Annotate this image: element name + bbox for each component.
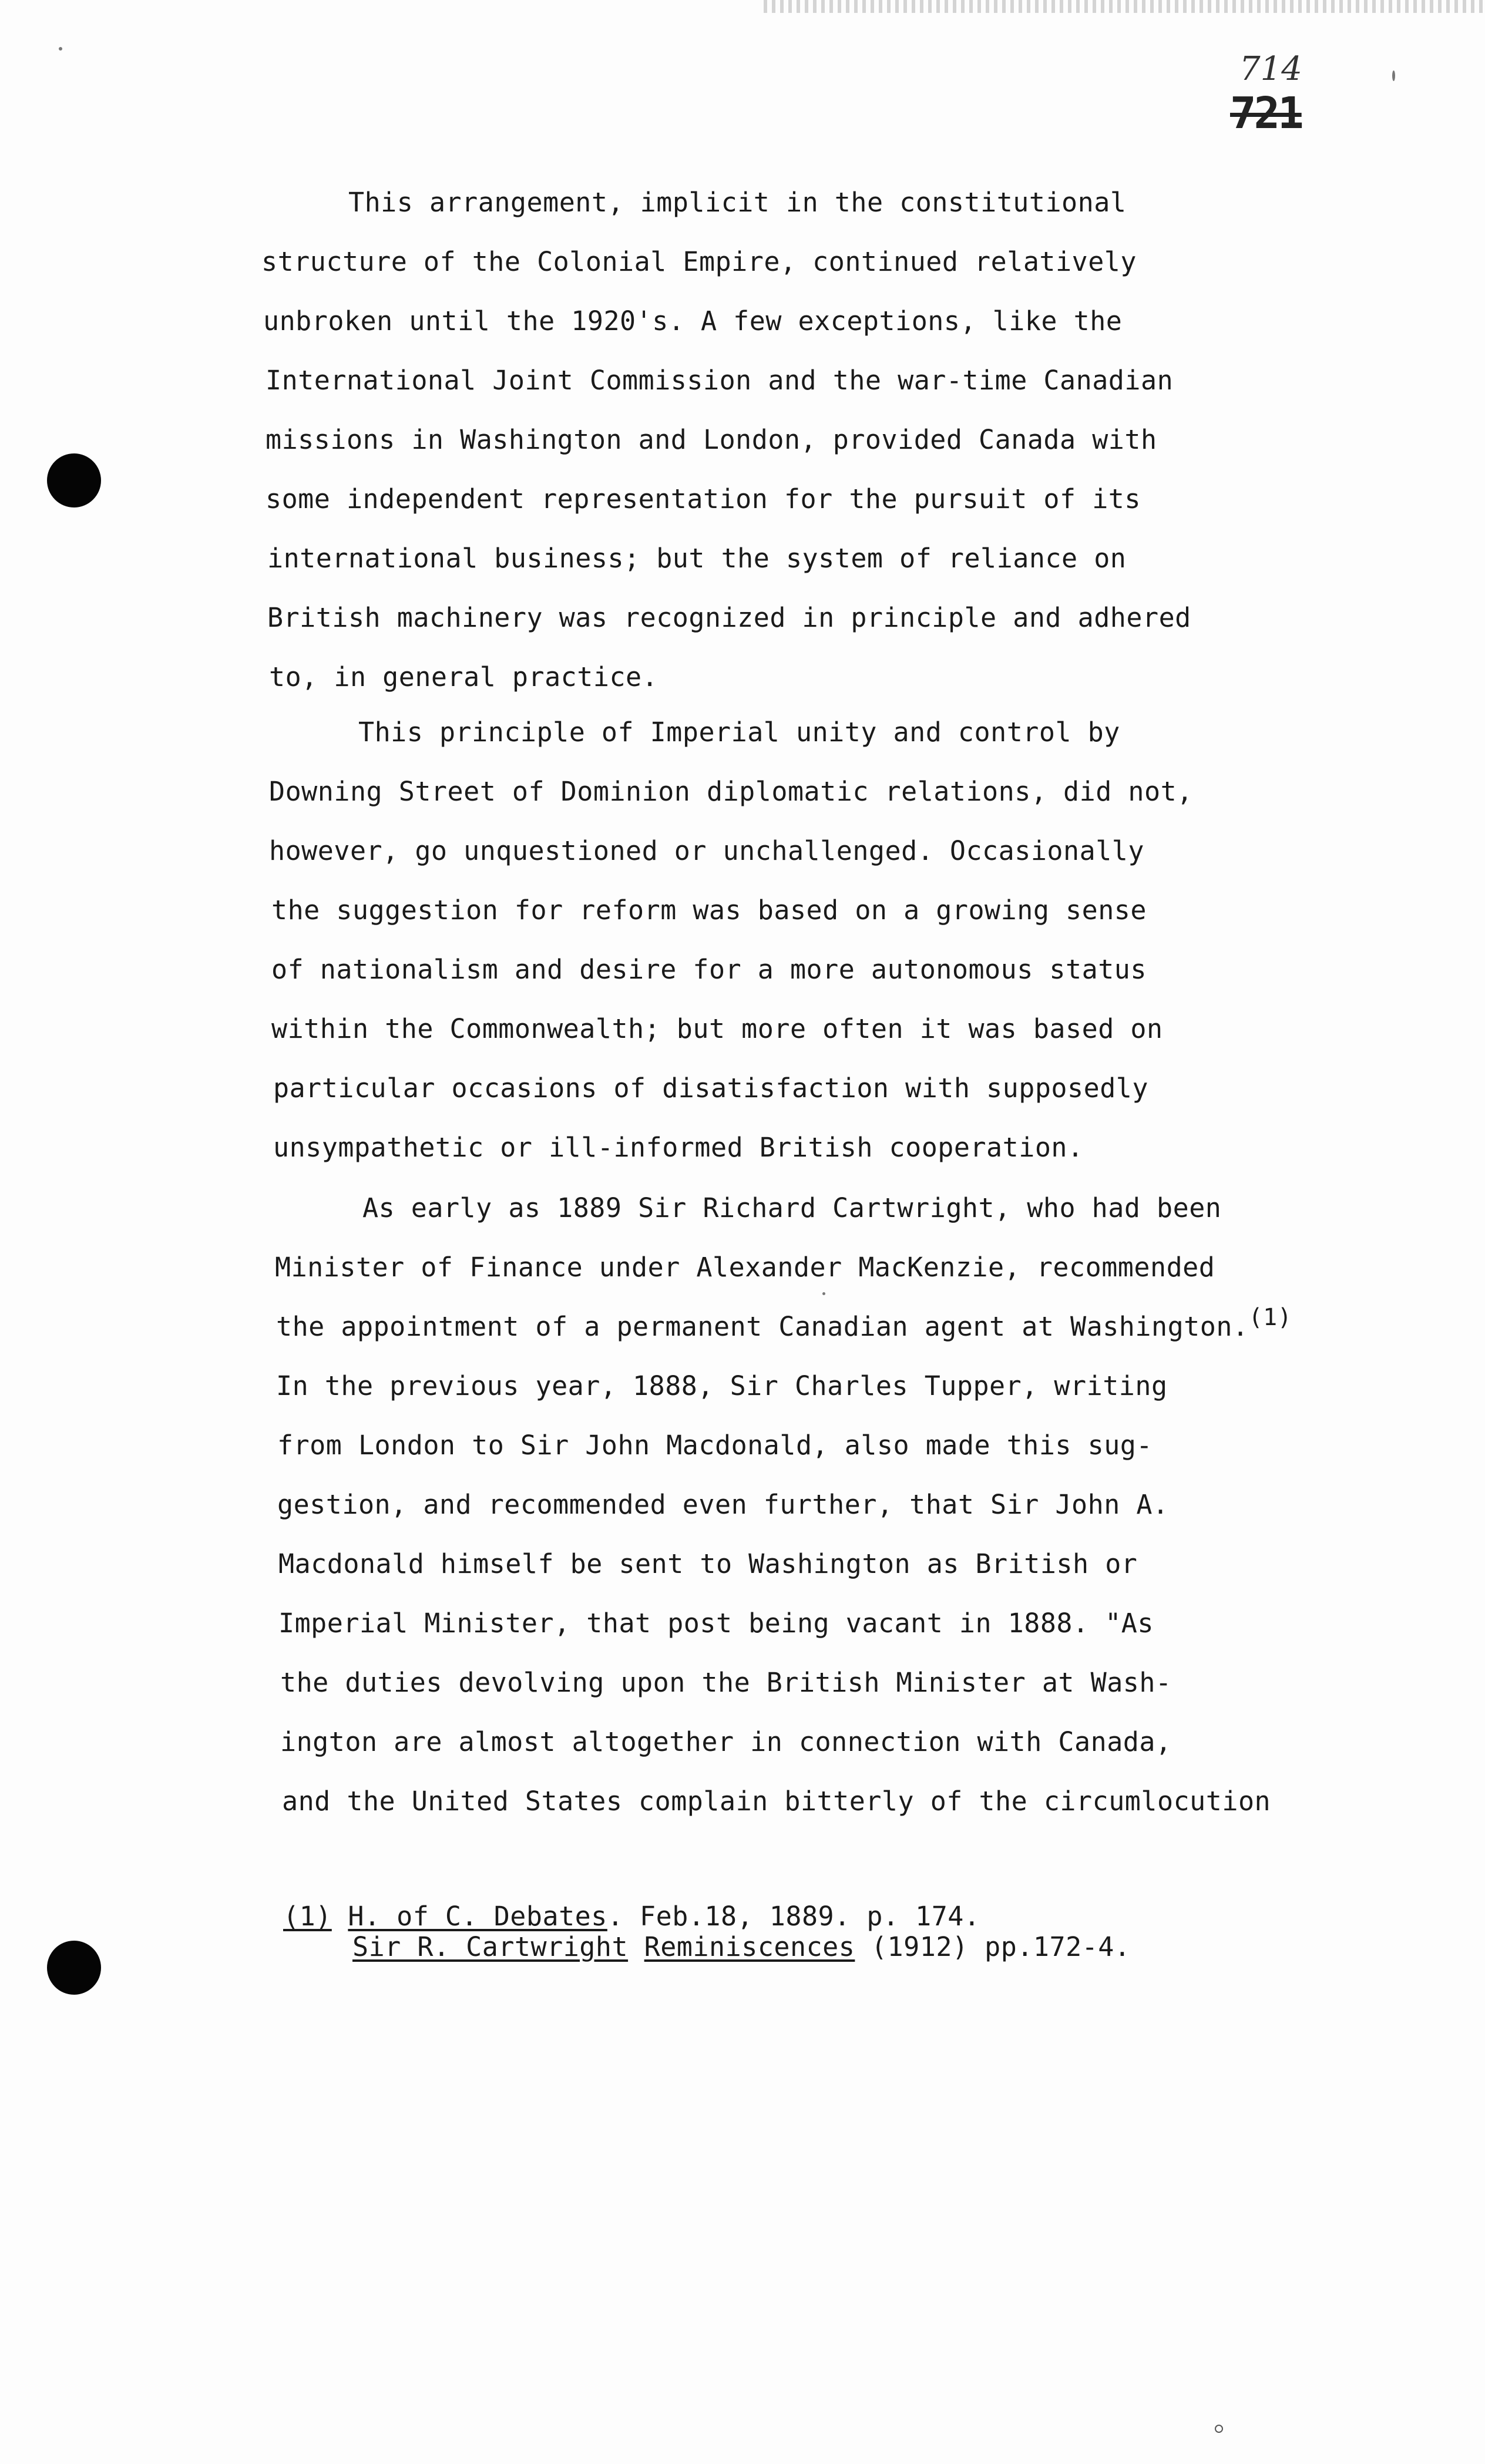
text-line: the duties devolving upon the British Minister at Wash- [280,1667,1172,1698]
text-line: ington are almost altogether in connection with Canada, [280,1726,1172,1757]
text-line: As early as 1889 Sir Richard Cartwright, who had been [362,1192,1222,1223]
footnote-text: . Feb.18, 1889. p. 174. [607,1901,980,1932]
text-line: Minister of Finance under Alexander MacKenzie, recommended [275,1252,1215,1283]
text-line: the suggestion for reform was based on a growing sense [271,895,1147,926]
text-line: however, go unquestioned or unchallenged. Occasionally [269,835,1144,866]
text-line: This principle of Imperial unity and control by [358,717,1120,748]
footnote-source: H. of C. Debates [348,1901,607,1932]
text-line: gestion, and recommended even further, that Sir John A. [277,1489,1169,1520]
footnote-title: Reminiscences [644,1931,855,1962]
text-line: International Joint Commission and the war-time Canadian [266,365,1174,396]
text-line: Downing Street of Dominion diplomatic relations, did not, [269,776,1193,807]
text-line: some independent representation for the pursuit of its [266,483,1141,515]
text-line: particular occasions of disatisfaction with supposedly [273,1073,1148,1104]
footnote-marker: (1) [283,1901,332,1932]
scan-speck [59,47,62,51]
text-line: within the Commonwealth; but more often it was based on [271,1013,1163,1044]
text-line: of nationalism and desire for a more autonomous status [271,954,1147,985]
line-text: the appointment of a permanent Canadian agent at Washington. [276,1311,1249,1342]
text-line: from London to Sir John Macdonald, also made this sug- [277,1430,1153,1461]
footnote-author: Sir R. Cartwright [352,1931,629,1962]
footnote-line [352,1931,1131,1962]
footnote-text: (1912) pp.172-4. [855,1931,1131,1962]
text-line: unbroken until the 1920's. A few exceptions, like the [263,305,1123,337]
typed-page-number: 721 [1230,88,1302,139]
handwritten-page-number: 714 [1239,50,1302,88]
footnote-reference: (1) [1248,1304,1292,1331]
text-line: In the previous year, 1888, Sir Charles Tupper, writing [276,1370,1168,1401]
text-line: Macdonald himself be sent to Washington as British or [278,1548,1138,1579]
text-line: international business; but the system of reliance on [267,543,1127,574]
punch-hole-top [47,453,101,507]
text-line: British machinery was recognized in principle and adhered [267,602,1191,633]
scan-speck [1392,70,1395,81]
text-line: missions in Washington and London, provided Canada with [266,424,1157,455]
scan-edge-noise [764,0,1485,13]
scan-speck [822,1292,825,1295]
punch-hole-bottom [47,1941,101,1995]
text-line: Imperial Minister, that post being vacant in 1888. "As [278,1608,1154,1639]
text-line: unsympathetic or ill-informed British cooperation. [273,1132,1084,1163]
text-line: This arrangement, implicit in the constitutional [348,187,1127,218]
text-line: to, in general practice. [269,661,658,693]
text-line: structure of the Colonial Empire, continued relatively [261,246,1137,277]
text-line: and the United States complain bitterly of the circumlocution [282,1786,1271,1817]
text-line [276,1304,1292,1342]
footnote-line [283,1901,980,1932]
scan-speck [1215,2425,1223,2433]
